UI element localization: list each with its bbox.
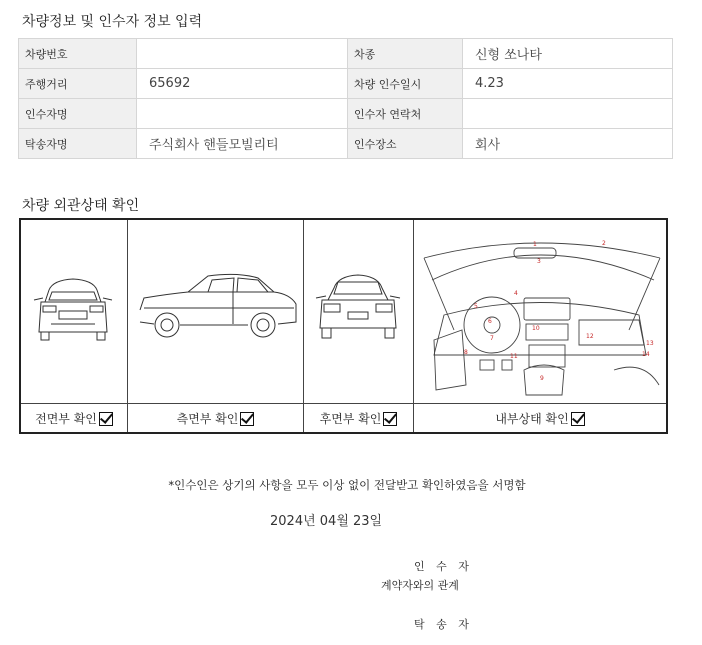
- rear-checkbox-icon[interactable]: [383, 412, 397, 426]
- marker-12: 12: [586, 333, 594, 340]
- marker-6: 6: [488, 318, 492, 325]
- label-mileage: 주행거리: [19, 69, 137, 99]
- exterior-inspection-grid: [19, 218, 668, 434]
- car-front-icon: [21, 220, 126, 403]
- vehicle-info-table: [18, 38, 673, 159]
- interior-view-panel: [414, 220, 666, 403]
- car-rear-icon: [304, 220, 412, 403]
- section-title-exterior-check: 차량 외관상태 확인: [22, 198, 140, 214]
- label-handover-date: 차량 인수일시: [348, 69, 463, 99]
- section-title-vehicle-info: 차량정보 및 인수자 정보 입력: [22, 14, 203, 30]
- marker-2: 2: [602, 240, 606, 247]
- receiver-signature-label: 인 수 자: [414, 560, 473, 573]
- label-model: 차종: [348, 39, 463, 69]
- consent-notice: *인수인은 상기의 사항을 모두 이상 없이 전달받고 확인하였음을 서명함: [168, 478, 526, 492]
- table-row: [19, 99, 673, 129]
- front-check-label: 전면부 확인: [35, 411, 97, 426]
- rear-check-label: 후면부 확인: [319, 411, 382, 426]
- label-receiver-contact: 인수자 연락처: [348, 99, 463, 129]
- marker-4: 4: [514, 290, 518, 297]
- handover-place-field[interactable]: 회사: [463, 129, 673, 159]
- table-row: [19, 69, 673, 99]
- car-interior-icon: [414, 220, 664, 403]
- label-handover-place: 인수장소: [348, 129, 463, 159]
- front-check-caption[interactable]: [21, 403, 128, 432]
- marker-5: 5: [474, 303, 478, 310]
- receiver-contact-field[interactable]: [463, 99, 673, 129]
- interior-check-caption[interactable]: [414, 403, 666, 432]
- rear-view-panel: [304, 220, 414, 403]
- marker-13: 13: [646, 340, 654, 347]
- side-check-caption[interactable]: [128, 403, 304, 432]
- rear-check-caption[interactable]: [304, 403, 414, 432]
- signature-date: 2024년 04월 23일: [270, 514, 383, 529]
- side-checkbox-icon[interactable]: [240, 412, 254, 426]
- driver-signature-label: 탁 송 자: [414, 618, 473, 631]
- marker-8: 8: [464, 349, 468, 356]
- front-view-panel: [21, 220, 128, 403]
- marker-14: 14: [642, 351, 650, 358]
- relation-label: 계약자와의 관계: [381, 579, 459, 592]
- front-checkbox-icon[interactable]: [99, 412, 113, 426]
- marker-7: 7: [490, 335, 494, 342]
- side-view-panel: [128, 220, 304, 403]
- table-row: [19, 39, 673, 69]
- marker-10: 10: [532, 325, 540, 332]
- car-side-icon: [128, 220, 302, 403]
- marker-3: 3: [537, 258, 541, 265]
- marker-9: 9: [540, 375, 544, 382]
- table-row: [19, 129, 673, 159]
- label-driver-name: 탁송자명: [19, 129, 137, 159]
- marker-1: 1: [533, 241, 537, 248]
- side-check-label: 측면부 확인: [176, 411, 239, 426]
- receiver-name-field[interactable]: [137, 99, 348, 129]
- marker-11: 11: [510, 353, 518, 360]
- mileage-field[interactable]: 65692: [137, 69, 348, 99]
- interior-checkbox-icon[interactable]: [571, 412, 585, 426]
- vehicle-number-field[interactable]: [137, 39, 348, 69]
- model-field[interactable]: 신형 쏘나타: [463, 39, 673, 69]
- handover-date-field[interactable]: 4.23: [463, 69, 673, 99]
- label-vehicle-number: 차량번호: [19, 39, 137, 69]
- label-receiver-name: 인수자명: [19, 99, 137, 129]
- driver-name-field[interactable]: 주식회사 핸들모빌리티: [137, 129, 348, 159]
- interior-check-label: 내부상태 확인: [495, 411, 569, 426]
